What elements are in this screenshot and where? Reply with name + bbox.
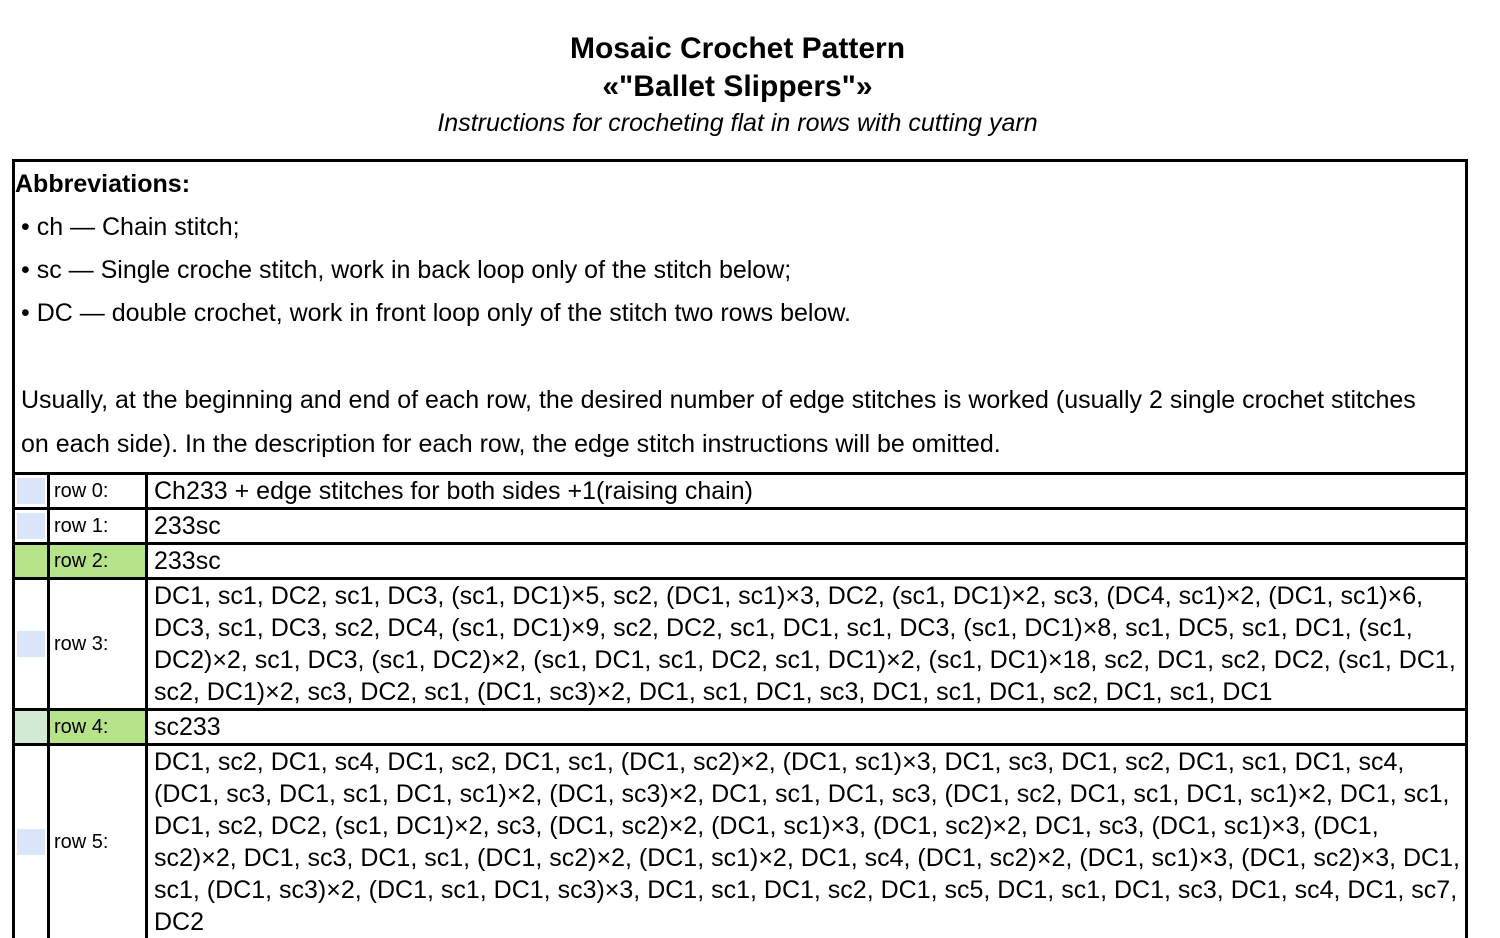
row-color-swatch <box>15 710 49 745</box>
row-instructions: 233sc <box>147 509 1466 544</box>
pattern-sheet <box>12 159 1468 938</box>
row-instructions: DC1, sc2, DC1, sc4, DC1, sc2, DC1, sc1, (DC1, sc2)×2, (DC1, sc1)×3, DC1, sc3, DC1, sc2, DC1, sc1, DC1, sc4, (DC1, sc3, DC1, sc1, DC1, sc1)×2, (DC1, sc3)×2, DC1, sc1, DC1, sc3, (DC1, sc2, DC1, sc1, DC1, sc1)×2, DC1, sc1, DC1, sc2, DC2, (sc1, DC1)×2, sc3, (DC1, sc2)×2, (DC1, sc1)×3, (DC1, sc2)×2, DC1, sc3, (DC1, sc1)×3, (DC1, sc2)×2, DC1, sc3, DC1, sc1, (DC1, sc2)×2, (DC1, sc1)×2, DC1, sc4, (DC1, sc2)×2, (DC1, sc1)×3, (DC1, sc2)×3, DC1, sc1, (DC1, sc3)×2, (DC1, sc1, DC1, sc3)×3, DC1, sc1, DC1, sc2, DC1, sc5, DC1, sc1, DC1, sc3, DC1, sc4, DC1, sc7, DC2 <box>147 745 1466 938</box>
rows-table <box>15 472 1465 938</box>
spacer <box>15 335 1465 378</box>
abbreviation-dc: • DC — double crochet, work in front loop only of the stitch two rows below. <box>15 292 1465 335</box>
pattern-name: «"Ballet Slippers"» <box>0 68 1475 106</box>
table-row <box>15 579 1465 710</box>
color-box-blue <box>17 631 45 657</box>
abbreviation-ch: • ch — Chain stitch; <box>15 206 1465 249</box>
color-box-blue <box>17 478 45 504</box>
color-box-green <box>17 548 45 574</box>
row-color-swatch <box>15 745 49 938</box>
row-color-swatch <box>15 474 49 509</box>
table-row <box>15 710 1465 745</box>
row-label: row 4: <box>49 710 147 745</box>
row-color-swatch <box>15 544 49 579</box>
row-label: row 1: <box>49 509 147 544</box>
row-color-swatch <box>15 579 49 710</box>
pattern-header <box>0 30 1475 140</box>
row-label: row 5: <box>49 745 147 938</box>
abbreviations-section <box>15 162 1465 472</box>
abbreviation-sc: • sc — Single croche stitch, work in back loop only of the stitch below; <box>15 249 1465 292</box>
row-instructions: Ch233 + edge stitches for both sides +1(raising chain) <box>147 474 1466 509</box>
row-instructions: 233sc <box>147 544 1466 579</box>
table-row <box>15 474 1465 509</box>
row-instructions: sc233 <box>147 710 1466 745</box>
table-row <box>15 745 1465 938</box>
color-box-green-light <box>17 714 45 740</box>
page-title: Mosaic Crochet Pattern <box>0 30 1475 68</box>
table-row <box>15 544 1465 579</box>
color-box-blue <box>17 513 45 539</box>
edge-stitch-note: Usually, at the beginning and end of each row, the desired number of edge stitches is worked (usually 2 single crochet stitches on each side). In the description for each row, the edge stitch instructions will be omitted. <box>15 378 1465 466</box>
row-instructions: DC1, sc1, DC2, sc1, DC3, (sc1, DC1)×5, sc2, (DC1, sc1)×3, DC2, (sc1, DC1)×2, sc3, (DC4, sc1)×2, (DC1, sc1)×6, DC3, sc1, DC3, sc2, DC4, (sc1, DC1)×9, sc2, DC2, sc1, DC1, sc1, DC3, (sc1, DC1)×8, sc1, DC5, sc1, DC1, (sc1, DC2)×2, sc1, DC3, (sc1, DC2)×2, (sc1, DC1, sc1, DC2, sc1, DC1)×2, (sc1, DC1)×18, sc2, DC1, sc2, DC2, (sc1, DC1, sc2, DC1)×2, sc3, DC2, sc1, (DC1, sc3)×2, DC1, sc1, DC1, sc3, DC1, sc1, DC1, sc2, DC1, sc1, DC1 <box>147 579 1466 710</box>
page-subtitle: Instructions for crocheting flat in rows with cutting yarn <box>0 106 1475 140</box>
row-label: row 3: <box>49 579 147 710</box>
row-label: row 2: <box>49 544 147 579</box>
color-box-blue <box>17 829 45 855</box>
abbreviations-heading: Abbreviations: <box>15 166 1465 202</box>
row-label: row 0: <box>49 474 147 509</box>
table-row <box>15 509 1465 544</box>
row-color-swatch <box>15 509 49 544</box>
